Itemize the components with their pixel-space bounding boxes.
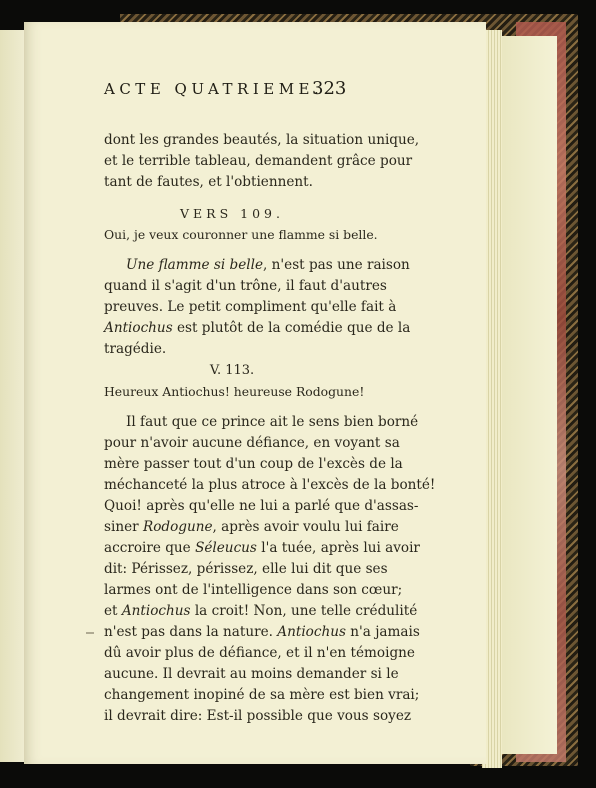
italic-name: Rodogune xyxy=(142,519,213,535)
text-line: accroire que Séleucus l'a tuée, après lui avoir xyxy=(104,540,420,556)
page-number: 323 xyxy=(312,78,347,99)
text-line: Une flamme si belle, n'est pas une raison xyxy=(126,257,410,273)
text-line: Quoi! après qu'elle ne lui a parlé que d'assas- xyxy=(104,498,419,514)
text-line: aucune. Il devrait au moins demander si le xyxy=(104,666,399,682)
italic-name: Antiochus xyxy=(104,320,173,336)
italic-name: Antiochus xyxy=(121,603,191,619)
italic-phrase: Une flamme si belle xyxy=(126,257,264,273)
text-line: Antiochus est plutôt de la comédie que de la xyxy=(104,320,411,336)
text-line: dit: Périssez, périssez, elle lui dit que ses xyxy=(104,561,388,577)
next-page-edge xyxy=(498,36,557,754)
text-line: et Antiochus la croit! Non, une telle crédulité xyxy=(104,603,418,619)
section-heading: VERS 109. xyxy=(180,206,284,221)
running-head xyxy=(104,80,404,104)
text-line: tragédie. xyxy=(104,341,167,357)
text-line: méchanceté la plus atroce à l'excès de la bonté! xyxy=(104,477,436,493)
running-head-title: ACTE QUATRIEME. xyxy=(104,80,324,98)
page-body xyxy=(104,130,436,727)
page-mark xyxy=(86,632,94,634)
text-line: et le terrible tableau, demandent grâce pour xyxy=(104,153,413,169)
text-line: quand il s'agit d'un trône, il faut d'autres xyxy=(104,278,387,294)
text-line: Il faut que ce prince ait le sens bien borné xyxy=(126,414,419,430)
text-line: mère passer tout d'un coup de l'excès de la xyxy=(104,456,403,472)
text-line: larmes ont de l'intelligence dans son cœur; xyxy=(104,582,403,598)
italic-name: Séleucus xyxy=(195,540,257,556)
text-line: siner Rodogune, après avoir voulu lui faire xyxy=(104,519,399,535)
text-line: preuves. Le petit compliment qu'elle fait à xyxy=(104,299,397,315)
section-heading: V. 113. xyxy=(209,363,255,378)
quoted-verse: Heureux Antiochus! heureuse Rodogune! xyxy=(104,384,365,399)
text-line: pour n'avoir aucune défiance, en voyant sa xyxy=(104,435,400,451)
text-line: tant de fautes, et l'obtiennent. xyxy=(104,174,313,190)
quoted-verse: Oui, je veux couronner une flamme si belle. xyxy=(104,227,378,242)
italic-name: Antiochus xyxy=(277,624,346,640)
text-line: il devrait dire: Est-il possible que vous soyez xyxy=(104,708,412,724)
previous-page-margin xyxy=(0,30,25,762)
text-line: n'est pas dans la nature. Antiochus n'a jamais xyxy=(104,624,420,640)
text-line: dont les grandes beautés, la situation unique, xyxy=(104,132,420,148)
text-line: dû avoir plus de défiance, et il n'en témoigne xyxy=(104,645,415,661)
text-line: changement inopiné de sa mère est bien vrai; xyxy=(104,687,420,703)
